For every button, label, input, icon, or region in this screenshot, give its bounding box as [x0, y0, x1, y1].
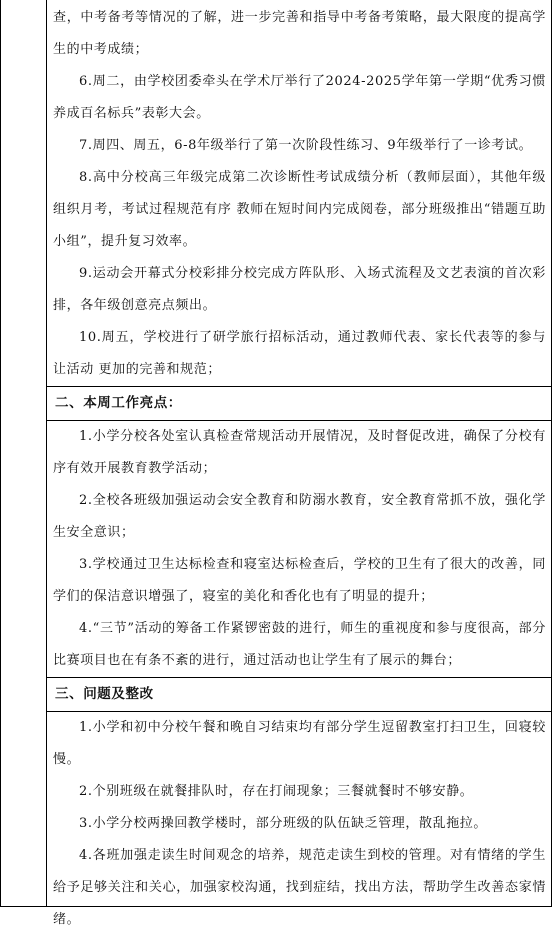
highlight-item-1: 1.小学分校各处室认真检查常规活动开展情况，及时督促改进，确保了分校有序有效开展教育教学活动；: [53, 429, 546, 476]
highlights-heading: 二、本周工作亮点：: [55, 395, 182, 411]
section-divider-highlights-body: [46, 420, 551, 421]
paragraph-7: 7.周四、周五，6-8年级举行了第一次阶段性练习、9年级举行了一诊考试。: [79, 138, 533, 153]
issue-item-1: 1.小学和初中分校午餐和晚自习结束均有部分学生逗留教室打扫卫生，回寝较慢。: [53, 720, 546, 767]
paragraph-10: 10.周五，学校进行了研学旅行招标活动，通过教师代表、家长代表等的参与让活动 更加的完善和规范；: [53, 330, 546, 377]
paragraph-5-continuation: 查，中考备考等情况的了解，进一步完善和指导中考备考策略，最大限度的提高学生的中考成绩；: [53, 10, 546, 57]
paragraph-6: 6.周二，由学校团委牵头在学术厅举行了2024-2025学年第一学期“优秀习惯养成百名标兵”表彰大会。: [53, 74, 546, 121]
table-right-border: [551, 0, 552, 907]
issues-heading: 三、问题及整改: [55, 686, 154, 702]
issue-item-3: 3.小学分校两操回教学楼时，部分班级的队伍缺乏管理，散乱拖拉。: [79, 816, 488, 831]
paragraph-8: 8.高中分校高三年级完成第二次诊断性考试成绩分析（教师层面），其他年级组织月考，考试过程规范有序 教师在短时间内完成阅卷，部分班级推出“错题互助小组”，提升复习效率。: [53, 170, 546, 249]
paragraph-9: 9.运动会开幕式分校彩排分校完成方阵队形、入场式流程及文艺表演的首次彩排，各年级创意亮点频出。: [53, 266, 546, 313]
highlight-item-2: 2.全校各班级加强运动会安全教育和防溺水教育，安全教育常抓不放，强化学生安全意识；: [53, 493, 546, 540]
issue-item-4: 4.各班加强走读生时间观念的培养，规范走读生到校的管理。对有情绪的学生给予足够关注和关心，加强家校沟通，找到症结，找出方法，帮助学生改善态家情绪。: [53, 848, 546, 927]
section-divider-issues: [46, 677, 551, 678]
section-divider-highlights: [46, 386, 551, 387]
highlight-item-4: 4.“三节”活动的筹备工作紧锣密鼓的进行，师生的重视度和参与度很高，部分比赛项目也在有条不紊的进行，通过活动也让学生有了展示的舞台；: [53, 621, 546, 668]
section-divider-issues-body: [46, 711, 551, 712]
table-left-border: [0, 0, 1, 907]
table-content-cell: [47, 0, 550, 936]
issue-item-2: 2.个别班级在就餐排队时，存在打闹现象；三餐就餐时不够安静。: [79, 784, 474, 799]
highlight-item-3: 3.学校通过卫生达标检查和寝室达标检查后，学校的卫生有了很大的改善，同学们的保洁意识增强了，寝室的美化和香化也有了明显的提升；: [53, 557, 546, 604]
